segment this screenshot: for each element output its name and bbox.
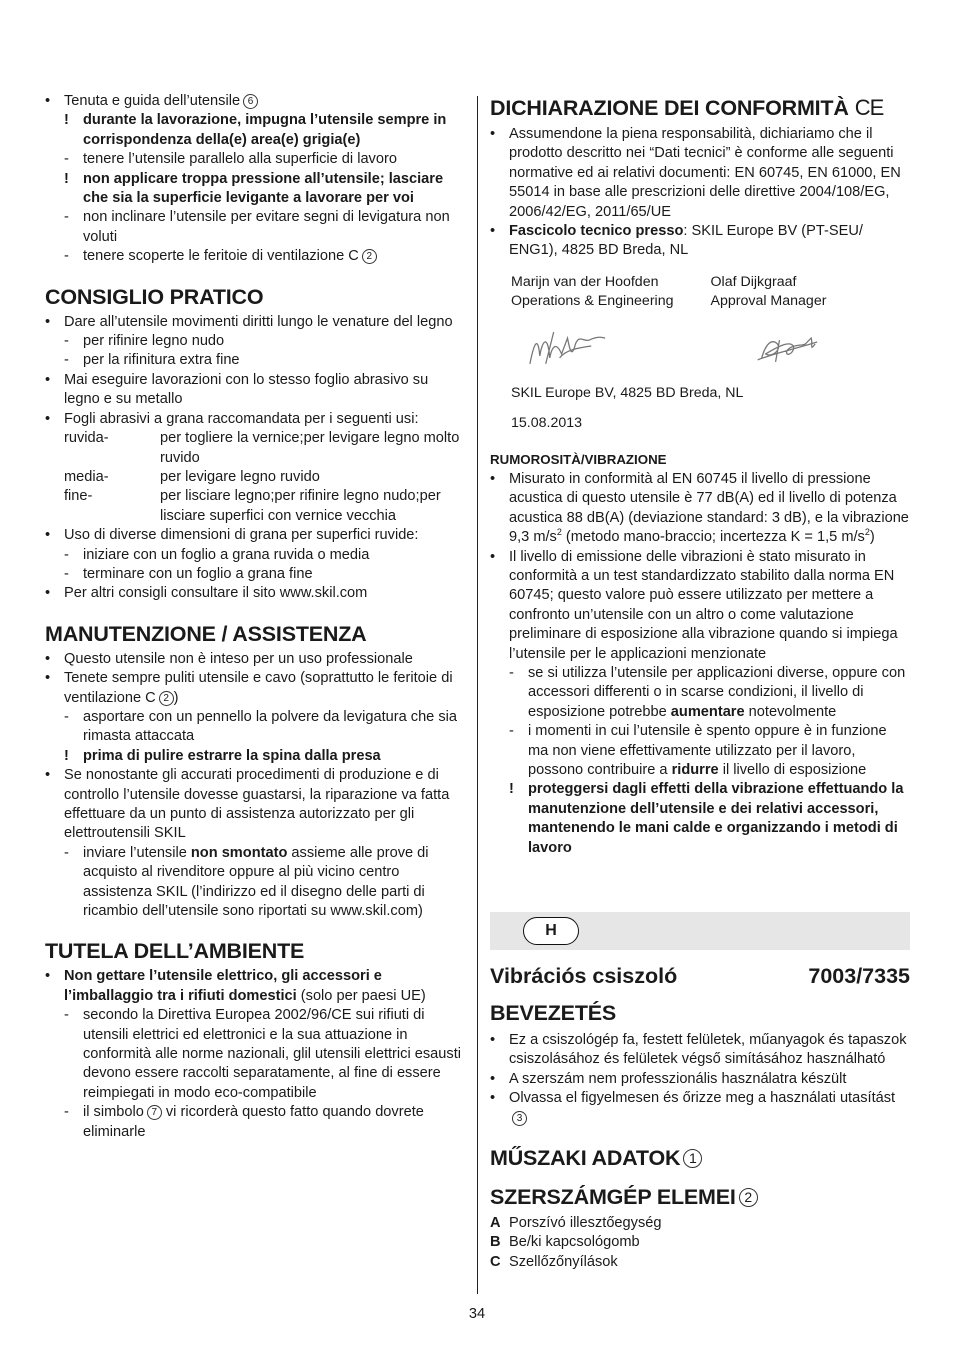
list-item: • Il livello di emissione delle vibrazioni è stato misurato in conformità a un test standardizzato stabilito dalla norma EN 60745; questo valore può essere utilizzato per mettere a confronto un’utensile con un altro o come valutazione preliminare di esposizione alla vibrazione quando si impiega l’utensile per le applicazioni menzionate <box>490 548 898 662</box>
language-badge: H <box>523 917 579 945</box>
product-name: Vibrációs csiszoló <box>490 964 678 988</box>
product-model: 7003/7335 <box>808 964 910 988</box>
list-item: • Uso di diverse dimensioni di grana per superfici ruvide: <box>45 527 419 544</box>
part-item: A Porszívó illesztőegység <box>490 1215 662 1232</box>
section-title-tutela: TUTELA DELL’AMBIENTE <box>45 939 305 964</box>
signature-2-icon <box>732 314 910 380</box>
declaration-date: 15.08.2013 <box>511 415 583 432</box>
list-item: • Mai eseguire lavorazioni con lo stesso foglio abrasivo su legno e su metallo <box>45 371 429 408</box>
list-item: • Ez a csiszológép fa, festett felületek, műanyagok és tapaszok csiszolásához és felületek végső simításához használható <box>490 1032 907 1068</box>
signatures <box>490 314 910 382</box>
section-title-elemei: SZERSZÁMGÉP ELEMEI 2 <box>490 1184 910 1210</box>
list-item: • Se nonostante gli accurati procedimenti di produzione e di controllo l’utensile dovesse guastarsi, la riparazione va fatta effettuare da un punto di assistenza autorizzato per gli elettroutensili SKIL <box>45 767 450 842</box>
list-item: • Tenete sempre puliti utensile e cavo (soprattutto le feritoie di ventilazione C 2 ) <box>45 670 453 706</box>
list-item: - i momenti in cui l’utensile è spento oppure è in funzione ma non viene effettivamente utilizzato per il lavoro, possono contribuire a ridurre il livello di esposizione <box>509 723 887 778</box>
ref-number-icon: 2 <box>739 1188 758 1207</box>
right-column <box>490 92 910 858</box>
grit-row: ruvida- per togliere la vernice;per levigare legno molto ruvido <box>64 430 460 466</box>
list-item: - se si utilizza l’utensile per applicazioni diverse, oppure con accessori differenti o in scarse condizioni, il livello di esposizione potrebbe aumentare notevolmente <box>509 664 906 720</box>
grit-row: fine- per lisciare legno;per rifinire legno nudo;per lisciare superfici con vernice vecchia <box>64 488 441 524</box>
list-item: • Tenuta e guida dell’utensile 6 <box>45 92 467 111</box>
list-item: • Olvassa el figyelmesen és őrizze meg a használati utasítást3 <box>490 1090 896 1124</box>
grit-row: media- per levigare legno ruvido <box>64 468 320 485</box>
list-item: • Questo utensile non è inteso per un uso professionale <box>45 650 413 667</box>
section-title-consiglio: CONSIGLIO PRATICO <box>45 284 264 309</box>
column-divider <box>477 96 478 1294</box>
ref-number-icon: 2 <box>362 249 377 264</box>
list-item: - asportare con un pennello la polvere da levigatura che sia rimasta attaccata <box>64 708 458 745</box>
warning-item: ! prima di pulire estrarre la spina dalla presa <box>64 747 381 764</box>
page-number: 34 <box>468 1306 486 1322</box>
list-item: - per rifinire legno nudo <box>64 333 225 350</box>
ref-number-icon: 7 <box>147 1105 162 1120</box>
left-column <box>45 92 467 1142</box>
list-item: - tenere l’utensile parallelo alla superficie di lavoro <box>64 151 397 168</box>
list-item: - iniziare con un foglio a grana ruvida o media <box>64 546 370 563</box>
list-item: • Assumendone la piena responsabilità, dichiariamo che il prodotto descritto nei “Dati tecnici” è conforme alle seguenti normative ed ai relativi documenti: EN 60745, EN 61000, EN 55014 in base alle prescrizioni delle direttive 2004/108/EG, 2006/42/EG, 2011/65/UE <box>490 126 901 220</box>
company-address: SKIL Europe BV, 4825 BD Breda, NL <box>511 384 744 401</box>
list-item: - il simbolo 7 vi ricorderà questo fatto quando dovrete eliminarle <box>64 1104 424 1140</box>
ref-number-icon: 2 <box>159 691 174 706</box>
language-bar <box>490 912 910 950</box>
ref-number-icon: 3 <box>512 1111 527 1126</box>
warning-item: ! proteggersi dagli effetti della vibrazione effettuando la manutenzione dell’utensile e dei relativi accessori, mantenendo le mani calde e organizzando i metodi di lavoro <box>509 781 904 856</box>
list-item: • Non gettare l’utensile elettrico, gli accessori e l’imballaggio tra i rifiuti domestici (solo per paesi UE) <box>45 968 426 1004</box>
section-title-muszaki: MŰSZAKI ADATOK 1 <box>490 1145 910 1171</box>
part-item: C Szellőzőnyílások <box>490 1253 618 1270</box>
list-item: - inviare l’utensile non smontato assieme alle prove di acquisto al rivenditore oppure al più vicino centro assistenza SKIL (l’indirizzo ed il disegno delle parti di ricambio dell’utensile sono riportati su www.skil.com) <box>64 844 429 920</box>
list-item: • Per altri consigli consultare il sito www.skil.com <box>45 585 368 602</box>
product-title <box>490 963 910 989</box>
list-item: • A szerszám nem professzionális használatra készült <box>490 1070 847 1087</box>
list-item: • Fogli abrasivi a grana raccomandata per i seguenti usi: <box>45 410 419 427</box>
signatories <box>490 273 910 312</box>
list-item: • Dare all’utensile movimenti diritti lungo le venature del legno <box>45 313 453 330</box>
hungarian-section <box>490 963 910 1272</box>
warning-item: ! durante la lavorazione, impugna l’utensile sempre in corrispondenza della(e) area(e) grigia(e) <box>64 112 447 148</box>
signatory-1: Marijn van der Hoofden Operations & Engineering <box>511 273 674 310</box>
section-title-bevezetes: BEVEZETÉS <box>490 1001 617 1025</box>
list-item: - tenere scoperte le feritoie di ventilazione C 2 <box>45 247 467 266</box>
section-title-conformita: DICHIARAZIONE DEI CONFORMITÀ CE <box>490 95 884 120</box>
ref-number-icon: 6 <box>243 94 258 109</box>
signatory-2: Olaf Dijkgraaf Approval Manager <box>710 273 827 310</box>
ref-number-icon: 1 <box>683 1149 702 1168</box>
list-item: - terminare con un foglio a grana fine <box>64 565 313 582</box>
section-title-manutenzione: MANUTENZIONE / ASSISTENZA <box>45 621 367 646</box>
list-item: - per la rifinitura extra fine <box>64 352 240 369</box>
list-item: • Misurato in conformità al EN 60745 il livello di pressione acustica di questo utensile è 77 dB(A) ed il livello di potenza acustica 88 dB(A) (deviazione standard: 3 dB), e la vibrazione 9,3 $m/s^2$ (metodo mano-braccio; incertezza K = 1,5 $m/s^2$) <box>490 470 909 546</box>
warning-item: ! non applicare troppa pressione all’utensile; lasciare che sia la superficie levigante a lavorare per voi <box>64 170 444 207</box>
list-item: - secondo la Direttiva Europea 2002/96/CE sui rifiuti di utensili elettrici ed elettronici e la sua attuazione in conformità alle norme nazionali, glil utensili elettrici esausti devono essere raccolti separatamente, al fine di essere reimpiegati in modo eco-compatibile <box>64 1007 461 1101</box>
part-item: B Be/ki kapcsológomb <box>490 1234 640 1251</box>
signature-1-icon <box>520 314 732 380</box>
ce-mark-icon: CE <box>854 95 884 120</box>
section-title-rumore: RUMOROSITÀ/VIBRAZIONE <box>490 452 667 468</box>
list-item: - non inclinare l’utensile per evitare segni di levigatura non voluti <box>64 209 450 245</box>
list-item: • Fascicolo tecnico presso: SKIL Europe BV (PT-SEU/ ENG1), 4825 BD Breda, NL <box>490 223 863 259</box>
